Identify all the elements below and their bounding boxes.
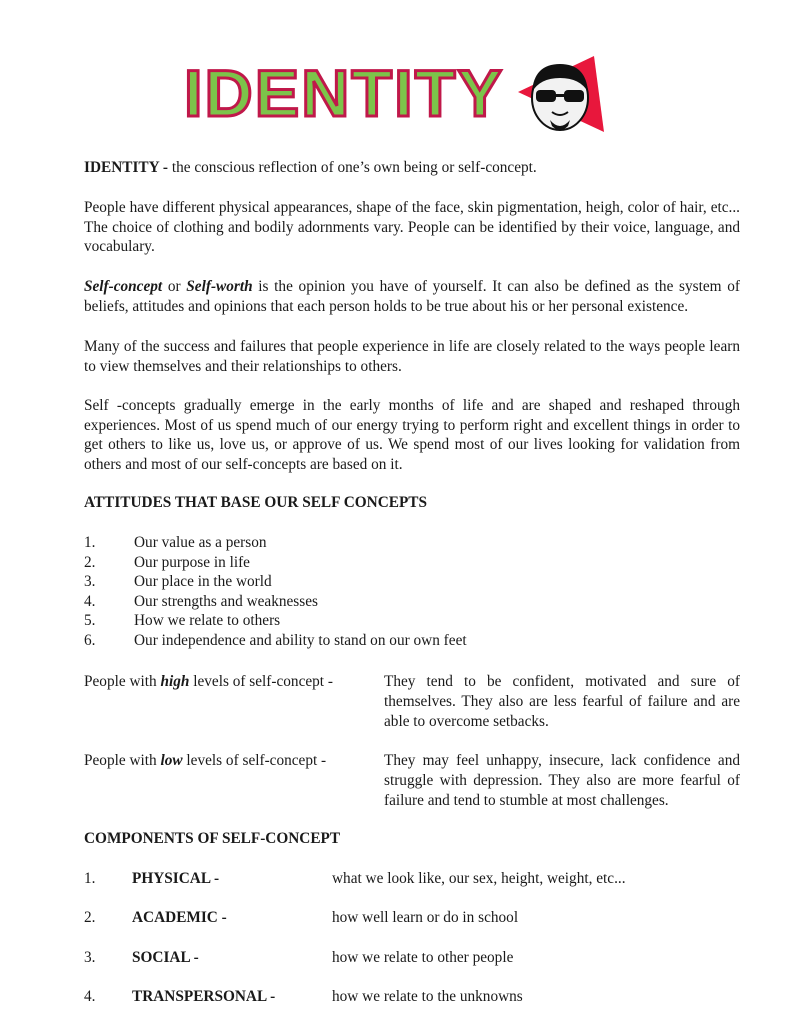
identity-definition <box>84 158 740 178</box>
list-item: 6. Our independence and ability to stand on our own feet <box>84 631 467 649</box>
attitudes-heading: ATTITUDES THAT BASE OUR SELF CONCEPTS <box>84 494 427 511</box>
appearance-paragraph: People have different physical appearances, shape of the face, skin pigmentation, heigh, color of hair, etc... The choice of clothing and bodily adornments vary. People can be identified by their voice, language, and vocabulary. <box>84 199 740 255</box>
sunglasses-face-icon <box>510 52 610 142</box>
low-level-desc: They may feel unhappy, insecure, lack confidence and struggle with depression. They also are more fearful of failure and tend to stumble at most challenges. <box>384 752 740 809</box>
self-worth-term: Self-worth <box>186 278 253 295</box>
definition-text: the conscious reflection of one’s own being or self-concept. <box>168 159 537 176</box>
page-title: IDENTITY <box>184 56 504 130</box>
low-level-label: People with low levels of self-concept - <box>84 752 327 769</box>
attitudes-list <box>84 533 467 651</box>
success-paragraph: Many of the success and failures that people experience in life are closely related to the ways people learn to view themselves and their relationships to others. <box>84 338 740 375</box>
list-item: 1. Our value as a person <box>84 534 267 551</box>
title-banner <box>180 52 610 142</box>
self-concept-term: Self-concept <box>84 278 163 295</box>
components-heading: COMPONENTS OF SELF-CONCEPT <box>84 830 341 847</box>
document-page: IDENTITY IDENTITY - the conscious reflection of one’s own being or self-concept. People have different physical appearances, shape of the face, skin pigmentation, heigh, color of hair, etc... The choice of clothing and bodily adornments vary. People can be identified by their voice, language, and vocabulary. Self-concept or Self-worth is the opinion you have of yourself. It can also be defined as the system of beliefs, attitudes and opinions that each person holds to be true about his or her personal existence. Many of the success and failures that people experience in life are closely related to the ways people learn to view themselves and their relationships to others. Self -concepts gradually emerge in the early months of life and are shaped and reshaped through experiences. Most of us spend much of our energy trying to perform right and excellent things in order to get others to like us, love us, or approve of us. We spend most of our lives looking for validation from others and most of our self-concepts are based on it. ATTITUDES THAT BASE OUR SELF CONCEPTS 1. Our value as a person 2. Our purpose in life 3. Our place in the world 4. Our strengths and weaknesses 5. How we relate to others 6. Our independence and ability to stand on our own feet People with high levels of self-concept - They tend to be confident, motivated and sure of themselves. They also are less fearful of failure and are able to overcome setbacks. People with low levels of self-concept - They may feel unhappy, insecure, lack confidence and struggle with depression. They also are more fearful of failure and tend to stumble at most challenges. COMPONENTS OF SELF-CONCEPT 1. PHYSICAL - what we look like, our sex, height, weight, etc... 2. ACADEMIC - how well learn or do in school 3. SOCIAL - how we relate to other people 4. TRANSPERSONAL - how we relate to the unknowns <box>0 0 806 1024</box>
list-item: 3. Our place in the world <box>84 573 272 591</box>
emerge-paragraph: Self -concepts gradually emerge in the early months of life and are shaped and reshaped through experiences. Most of us spend much of our energy trying to perform right and excellent things in order to get others to like us, love us, or approve of us. We spend most of our lives looking for validation from others and most of our self-concepts are based on it. <box>84 397 740 473</box>
list-item: 2. Our purpose in life <box>84 553 250 571</box>
high-level-desc: They tend to be confident, motivated and sure of themselves. They also are less fearful of failure and are able to overcome setbacks. <box>384 673 740 730</box>
list-item: 4. Our strengths and weaknesses <box>84 592 318 610</box>
list-item: 5. How we relate to others <box>84 612 281 630</box>
self-concept-paragraph <box>84 277 740 316</box>
high-level-label: People with high levels of self-concept - <box>84 673 333 690</box>
or-text: or <box>162 278 187 295</box>
title-wordart <box>180 52 510 132</box>
definition-term: IDENTITY - <box>84 159 169 176</box>
self-concept-text: is the opinion you have of yourself. It can also be defined as the system of beliefs, attitudes and opinions that each person holds to be true about his or her personal existence. <box>84 278 740 315</box>
